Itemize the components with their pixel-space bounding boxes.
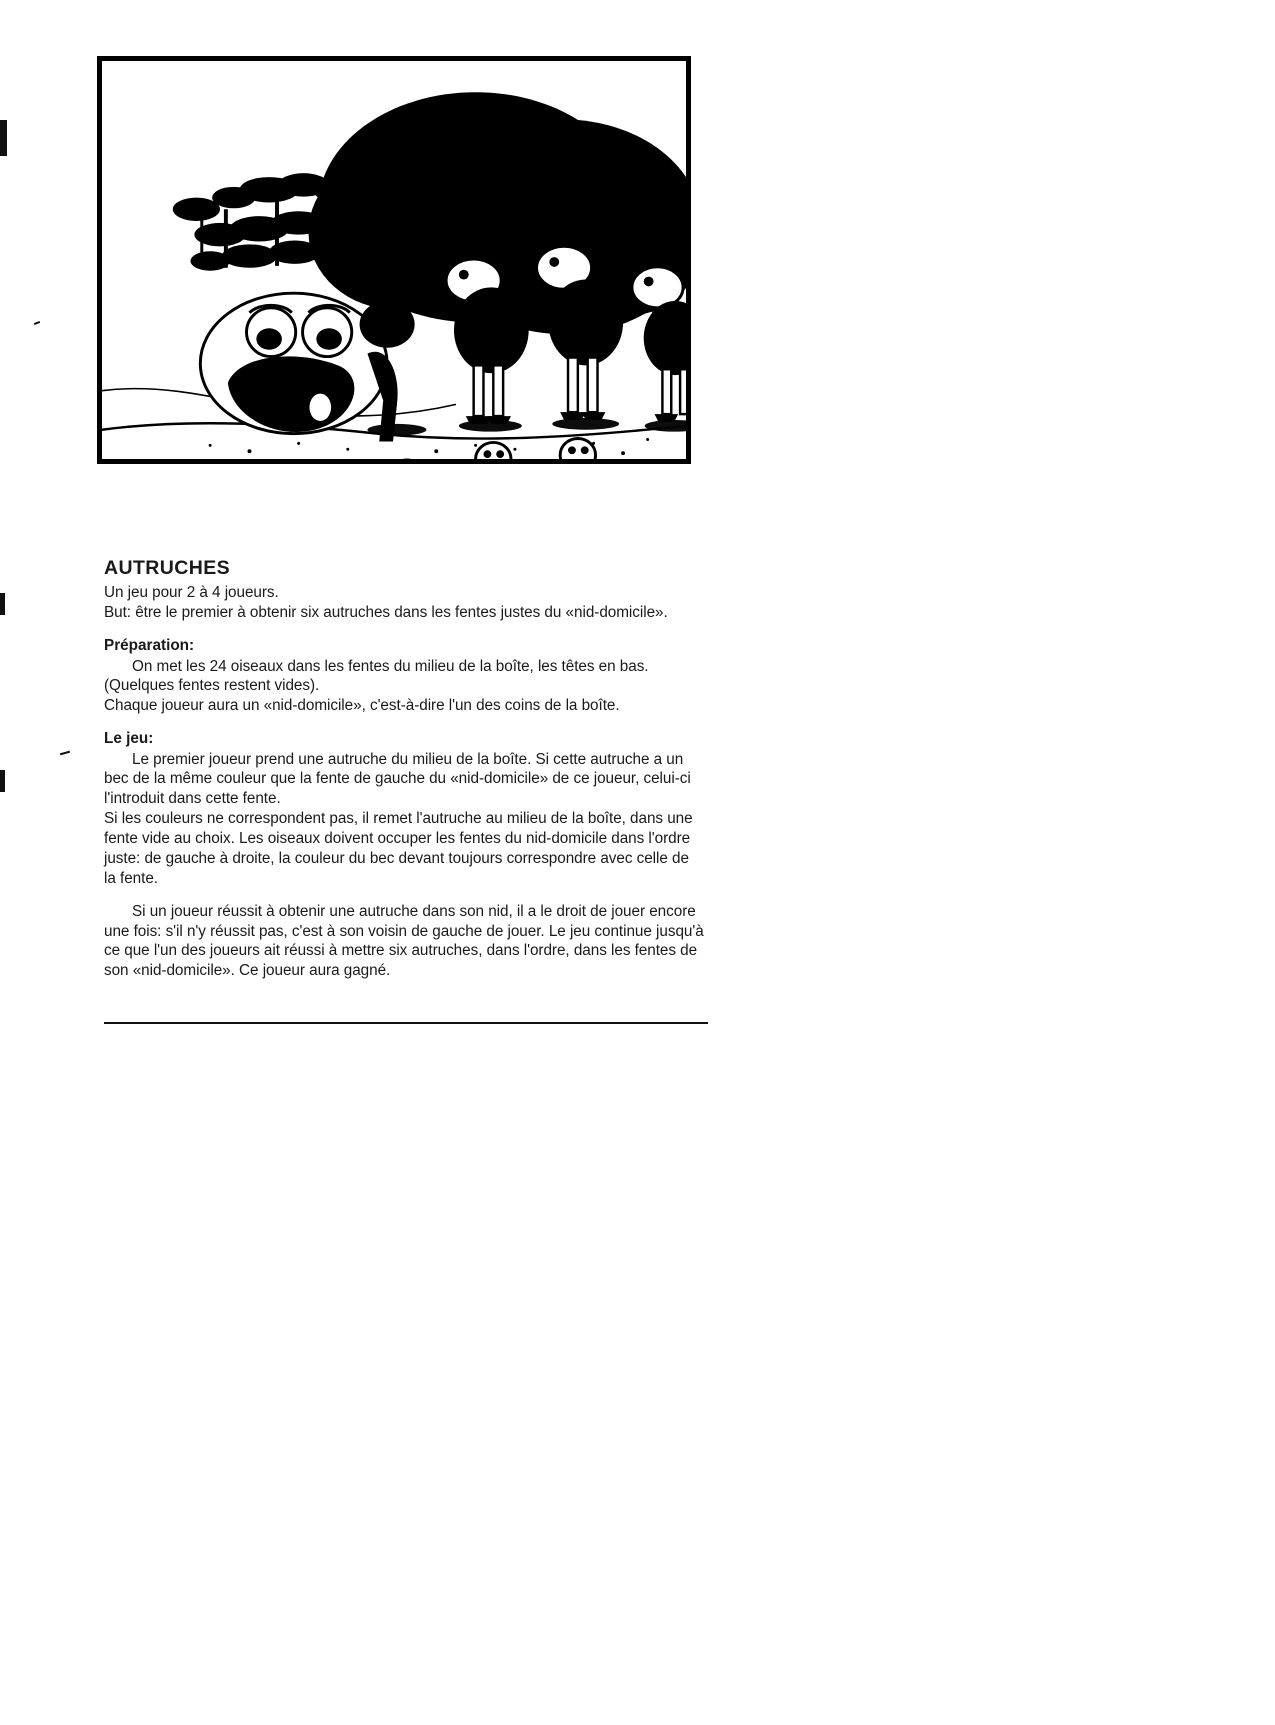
gameplay-paragraph-1: Le premier joueur prend une autruche du milieu de la boîte. Si cette autruche a un bec de la même couleur que la fente de gauche du «nid-domicile» de ce joueur, celui-ci l'introduit dans cette fente.: [104, 750, 691, 808]
preparation-paragraph-2: Chaque joueur aura un «nid-domicile», c'est-à-dire l'un des coins de la boîte.: [104, 697, 620, 715]
article-body: [104, 558, 704, 981]
gameplay-paragraph-3: Si un joueur réussit à obtenir une autruche dans son nid, il a le droit de jouer encore une fois: s'il n'y réussit pas, c'est à son voisin de gauche de jouer. Le jeu continue jusqu'à ce que l'un des joueurs ait réussi à mettre six autruches, dans l'ordre, dans les fentes de son «nid-domicile». Ce joueur aura gagné.: [104, 902, 704, 980]
ostrich-illustration-svg: [102, 61, 686, 459]
scan-edge-mark: [0, 593, 5, 615]
ostrich-illustration: [97, 56, 691, 464]
bottom-divider: [104, 1022, 708, 1024]
section-heading-gameplay: Le jeu:: [104, 730, 154, 748]
scan-speck: [34, 321, 40, 325]
scan-edge-mark: [0, 770, 5, 792]
intro-line-2: But: être le premier à obtenir six autruches dans les fentes justes du «nid-domicile».: [104, 604, 668, 622]
scan-edge-mark: [0, 120, 7, 156]
gameplay-paragraph-2: Si les couleurs ne correspondent pas, il remet l'autruche au milieu de la boîte, dans une fente vide au choix. Les oiseaux doivent occuper les fentes du nid-domicile dans l'ordre juste: de gauche à droite, la couleur du bec devant toujours correspondre avec celle de la fente.: [104, 810, 693, 887]
preparation-paragraph-1: On met les 24 oiseaux dans les fentes du milieu de la boîte, les têtes en bas. (Quelques fentes restent vides).: [104, 657, 649, 695]
page-title: AUTRUCHES: [104, 557, 231, 579]
section-heading-preparation: Préparation:: [104, 637, 195, 655]
scan-speck: [60, 751, 70, 756]
intro-line-1: Un jeu pour 2 à 4 joueurs.: [104, 584, 279, 602]
